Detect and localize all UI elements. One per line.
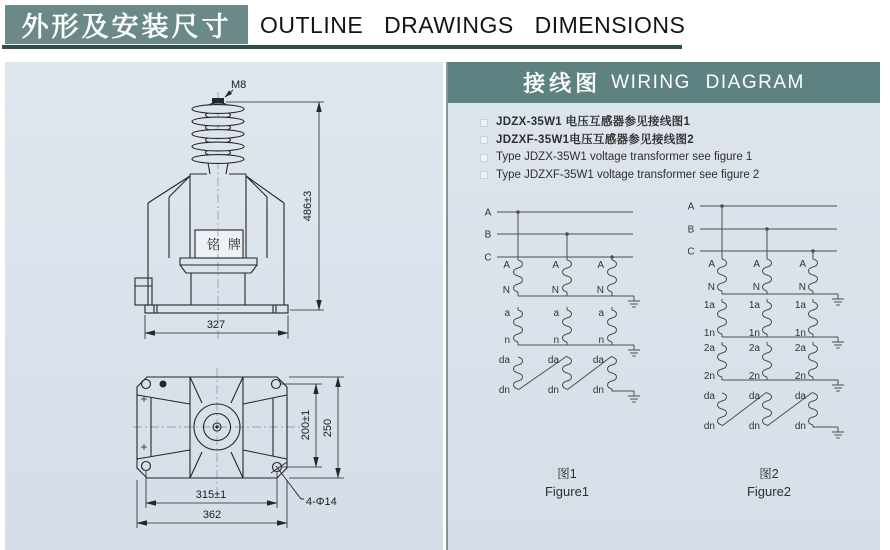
base-outline: [137, 377, 287, 478]
side-bracket: [135, 278, 152, 305]
winding-label: 2a: [703, 342, 715, 354]
winding-label: 2n: [703, 370, 715, 382]
winding-label: A: [552, 259, 559, 271]
winding-label: dn: [592, 384, 604, 396]
winding-label: 1a: [794, 299, 806, 311]
phase-label: B: [484, 229, 492, 240]
note-item: [480, 151, 880, 164]
figure2-labels: [687, 201, 806, 432]
base-plate: [145, 305, 288, 313]
phase-label: B: [687, 224, 695, 235]
wiring-panel: [446, 62, 880, 550]
dim-depth-outer-label: 250: [322, 418, 334, 438]
winding-label: 1a: [748, 299, 760, 311]
outline-drawings-panel: [5, 62, 443, 550]
winding-label: a: [553, 307, 559, 319]
note-text: Type JDZXF-35W1 voltage transformer see figure 2: [496, 168, 760, 181]
figure2-schematic: [700, 204, 844, 438]
m8-label: M8: [231, 79, 247, 91]
note-item: [480, 116, 880, 129]
mount-hole: [272, 380, 281, 389]
mount-hole: [142, 380, 151, 389]
dim-width-label: 327: [206, 319, 226, 331]
page-title-cn: [5, 5, 248, 44]
wiring-title-cn: 接线图: [523, 71, 602, 96]
winding-label: da: [547, 354, 559, 366]
figure2-caption: [747, 467, 791, 499]
dimension-depth-outer: [289, 377, 344, 478]
winding-label: da: [794, 390, 806, 402]
figure1-labels: [484, 207, 604, 396]
wiring-notes: [448, 116, 880, 182]
winding-label: dn: [498, 384, 510, 396]
winding-label: dn: [547, 384, 559, 396]
figure2-caption-cn: 图2: [759, 466, 779, 481]
figure1-schematic: [497, 210, 640, 402]
outline-drawing-svg: [5, 62, 443, 550]
nameplate-label: 铭牌: [207, 237, 250, 252]
winding-label: N: [707, 281, 715, 293]
note-item: [480, 169, 880, 182]
wiring-diagram-svg: [448, 189, 880, 539]
note-text: JDZX-35W1 电压互感器参见接线图1: [496, 116, 691, 128]
phase-label: C: [687, 246, 695, 257]
mount-hole: [142, 462, 151, 471]
figure2-caption-en: Figure2: [746, 483, 792, 499]
winding-label: da: [703, 390, 715, 402]
winding-label: 2a: [748, 342, 760, 354]
winding-label: dn: [703, 420, 715, 432]
winding-label: N: [551, 284, 559, 296]
figure1-caption-cn: 图1: [557, 466, 577, 481]
phase-label: A: [484, 207, 492, 218]
winding-label: dn: [794, 420, 806, 432]
winding-label: N: [752, 281, 760, 293]
winding-label: 1n: [703, 327, 715, 339]
winding-label: A: [708, 258, 715, 270]
dim-base-outer-label: 362: [202, 509, 222, 521]
square-bullet-icon: [480, 119, 488, 127]
dim-depth-inner-label: 200±1: [300, 409, 312, 441]
phase-label: C: [484, 252, 492, 263]
winding-label: a: [598, 307, 604, 319]
square-bullet-icon: [480, 136, 488, 144]
winding-label: A: [799, 258, 806, 270]
figure1-caption: [545, 467, 589, 499]
note-item: [480, 134, 880, 147]
winding-label: A: [597, 259, 604, 271]
winding-label: A: [753, 258, 760, 270]
title-underline: [2, 45, 682, 49]
m8-leader: [225, 90, 233, 97]
winding-label: da: [748, 390, 760, 402]
winding-label: da: [592, 354, 604, 366]
bolt-dot: [160, 381, 167, 388]
winding-label: n: [504, 334, 510, 346]
wiring-title-en: WIRING DIAGRAM: [611, 71, 805, 93]
winding-label: 1a: [703, 299, 715, 311]
figure1-caption-en: Figure1: [544, 483, 590, 499]
page-title-cn-text: 外形及安装尺寸: [21, 12, 232, 42]
winding-label: dn: [748, 420, 760, 432]
note-text: Type JDZX-35W1 voltage transformer see figure 1: [496, 151, 753, 163]
wiring-title-band: [448, 62, 880, 103]
dim-base-inner-label: 315±1: [195, 489, 227, 501]
winding-label: N: [502, 284, 510, 296]
winding-label: N: [596, 284, 604, 296]
winding-label: 2a: [794, 342, 806, 354]
winding-label: a: [504, 307, 510, 319]
winding-label: 2n: [794, 370, 806, 382]
front-view: [135, 90, 324, 339]
centerlines: [133, 92, 303, 494]
winding-label: N: [798, 281, 806, 293]
winding-label: A: [503, 259, 510, 271]
winding-label: n: [598, 334, 604, 346]
note-text: JDZXF-35W1电压互感器参见接线图2: [496, 133, 694, 146]
square-bullet-icon: [480, 154, 488, 162]
phase-label: A: [687, 201, 695, 212]
page-title-en: OUTLINE DRAWINGS DIMENSIONS: [260, 12, 686, 38]
square-bullet-icon: [480, 171, 488, 179]
winding-label: da: [498, 354, 510, 366]
dim-height-label: 486±3: [302, 190, 314, 222]
hole-callout-label: 4-Φ14: [306, 496, 337, 508]
winding-label: 2n: [748, 370, 760, 382]
winding-label: n: [553, 334, 559, 346]
winding-label: 1n: [748, 327, 760, 339]
winding-label: 1n: [794, 327, 806, 339]
